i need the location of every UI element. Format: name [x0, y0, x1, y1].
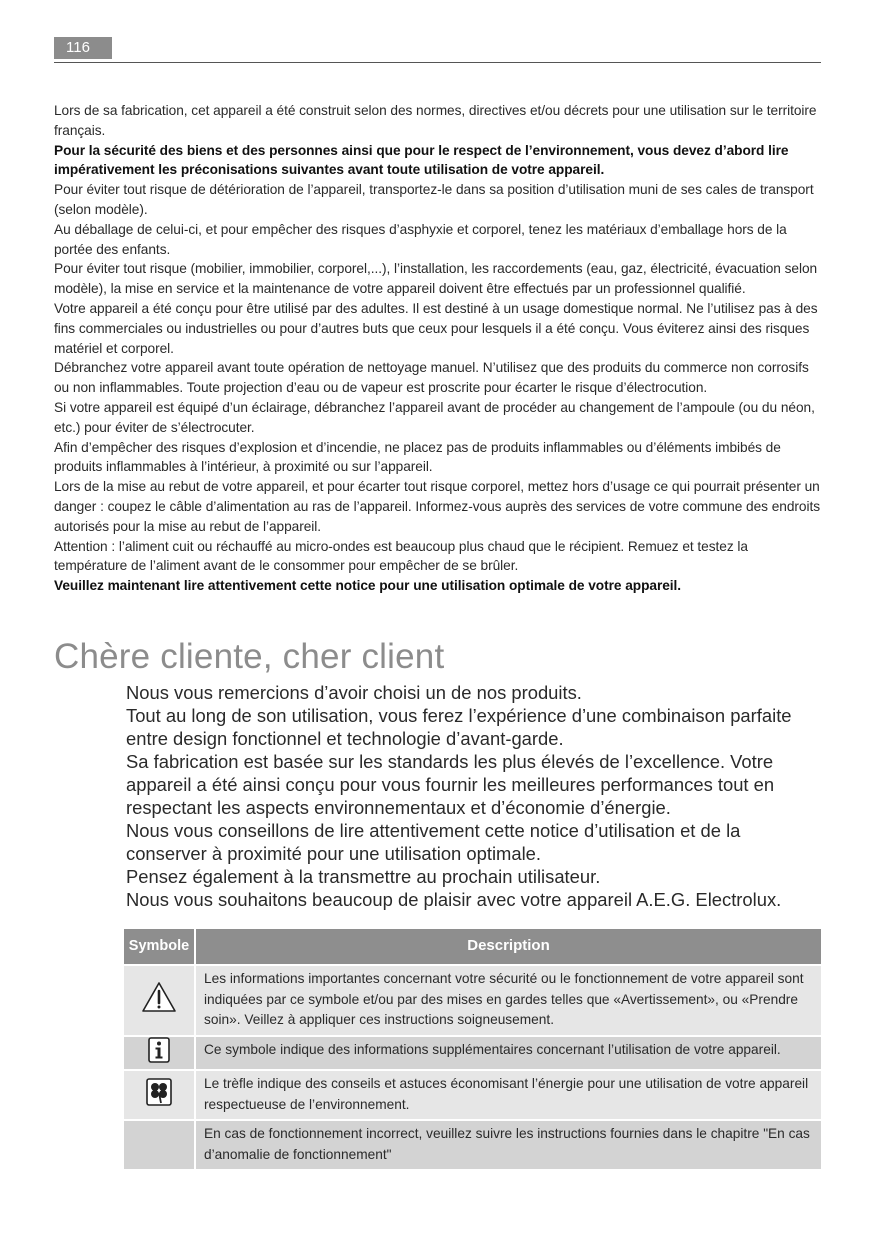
- intro-paragraph: Pour éviter tout risque (mobilier, immobilier, corporel,...), l’installation, les raccordements (eau, gaz, électricité, évacuation selon modèle), la mise en service et la maintenance de votre appareil doivent être effectués par un professionnel qualifié.: [54, 261, 818, 297]
- intro-paragraph-bold: Veuillez maintenant lire attentivement cette notice pour une utilisation optimale de votre appareil.: [54, 578, 682, 594]
- intro-paragraph: Pour éviter tout risque de détérioration de l’appareil, transportez-le dans sa position d’utilisation muni de ses cales de transport (selon modèle).: [54, 182, 814, 217]
- welcome-line: Nous vous conseillons de lire attentivement cette notice d’utilisation et de la conserver à proximité pour une utilisation optimale.: [126, 820, 741, 864]
- intro-paragraph: Lors de la mise au rebut de votre appareil, et pour écarter tout risque corporel, mettez hors d’usage ce qui pourrait présenter un danger : coupez le câble d’alimentation au ras de l’appareil. Informez-vous auprès des services de votre commune des endroits autorisés pour la mise au rebut de l’appareil.: [54, 479, 820, 534]
- intro-paragraph: Lors de sa fabrication, cet appareil a été construit selon des normes, directives et/ou décrets pour une utilisation sur le territoire français.: [54, 103, 817, 138]
- intro-paragraph: Attention : l’aliment cuit ou réchauffé au micro-ondes est beaucoup plus chaud que le récipient. Remuez et testez la température de l’aliment avant de le consommer pour empêcher de se brûler.: [54, 538, 748, 574]
- intro-paragraph: Afin d’empêcher des risques d’explosion et d’incendie, ne placez pas de produits inflammables ou d’éléments imbibés de produits inflammables à l’intérieur, à proximité ou sur l’appareil.: [54, 439, 781, 475]
- section-heading: Chère cliente, cher client: [54, 637, 445, 676]
- symbol-table: [124, 929, 821, 1171]
- symbol-cell: [124, 1036, 195, 1071]
- header-divider: [54, 62, 821, 63]
- table-row: [124, 965, 821, 1036]
- table-row: [124, 1070, 821, 1120]
- symbol-cell: [124, 1070, 195, 1120]
- table-row: [124, 1036, 821, 1071]
- welcome-line: Nous vous remercions d’avoir choisi un de nos produits.: [126, 682, 582, 703]
- description-cell: Ce symbole indique des informations supplémentaires concernant l’utilisation de votre appareil.: [195, 1036, 821, 1071]
- description-cell: En cas de fonctionnement incorrect, veuillez suivre les instructions fournies dans le chapitre "En cas d’anomalie de fonctionnement": [195, 1120, 821, 1170]
- symbol-column-header: Symbole: [124, 929, 195, 965]
- welcome-line: Pensez également à la transmettre au prochain utilisateur.: [126, 866, 601, 887]
- symbol-cell-empty: [124, 1120, 195, 1170]
- warning-triangle-icon: [140, 980, 178, 1021]
- clover-icon: [146, 1078, 172, 1113]
- description-cell: Le trèfle indique des conseils et astuces économisant l’énergie pour une utilisation de votre appareil respectueuse de l’environnement.: [195, 1070, 821, 1120]
- description-column-header: Description: [195, 929, 821, 965]
- intro-paragraph: Votre appareil a été conçu pour être utilisé par des adultes. Il est destiné à un usage domestique normal. Ne l’utilisez pas à des fins commerciales ou industrielles ou pour d’autres buts que ceux pour lesquels il a été conçu. Vous éviterez ainsi des risques matériel et corporel.: [54, 300, 818, 356]
- intro-paragraph: Au déballage de celui-ci, et pour empêcher des risques d’asphyxie et corporel, tenez les matériaux d’emballage hors de la portée des enfants.: [54, 221, 787, 257]
- intro-paragraph: Si votre appareil est équipé d’un éclairage, débranchez l’appareil avant de procéder au changement de l’ampoule (ou du néon, etc.) pour éviter de s’électrocuter.: [54, 399, 815, 435]
- welcome-line: Tout au long de son utilisation, vous ferez l’expérience d’une combinaison parfaite entre design fonctionnel et technologie d’avant-garde.: [126, 705, 792, 749]
- welcome-text: [126, 681, 826, 911]
- info-icon: [148, 1037, 170, 1070]
- intro-paragraph-bold: Pour la sécurité des biens et des personnes ainsi que pour le respect de l’environnement, vous devez d’abord lire impérativement les préconisations suivantes avant toute utilisation de votre appareil.: [54, 142, 789, 178]
- intro-paragraph: Débranchez votre appareil avant toute opération de nettoyage manuel. N’utilisez que des produits du commerce non corrosifs ou non inflammables. Toute projection d’eau ou de vapeur est proscrite pour écarter le risque d’électrocution.: [54, 360, 809, 396]
- safety-instructions: [54, 101, 824, 596]
- table-row: [124, 1120, 821, 1170]
- symbol-cell: [124, 965, 195, 1036]
- welcome-line: Nous vous souhaitons beaucoup de plaisir avec votre appareil A.E.G. Electrolux.: [126, 889, 782, 910]
- page-number: 116: [54, 37, 112, 59]
- table-header-row: [124, 929, 821, 965]
- welcome-line: Sa fabrication est basée sur les standards les plus élevés de l’excellence. Votre appareil a été ainsi conçu pour vous fournir les meilleures performances tout en respectant les aspects environnementaux et d’économie d’énergie.: [126, 751, 775, 818]
- description-cell: Les informations importantes concernant votre sécurité ou le fonctionnement de votre appareil sont indiquées par ce symbole et/ou par des mises en gardes telles que «Avertissement», ou «Prendre soin». Veillez à appliquer ces instructions soigneusement.: [195, 965, 821, 1036]
